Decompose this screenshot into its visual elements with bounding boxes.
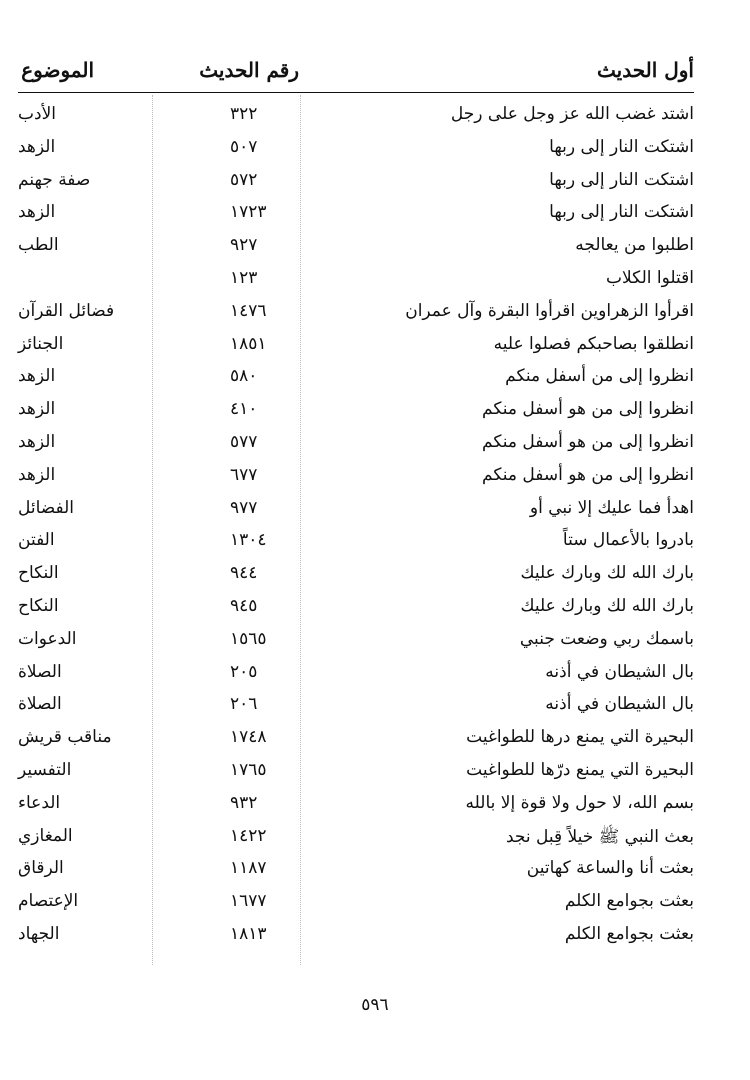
hadith-topic: فضائل القرآن [18,300,115,321]
hadith-topic: صفة جهنم [18,169,91,190]
hadith-topic: المغازي [18,825,73,846]
table-row [18,559,694,592]
table-row [18,756,694,789]
hadith-topic: الدعاء [18,792,61,813]
hadith-number: ١٧٦٥ [230,759,267,780]
hadith-number: ٥٠٧ [230,136,258,157]
hadith-topic: النكاح [18,563,59,584]
hadith-number: ٥٨٠ [230,366,258,387]
table-row [18,133,694,166]
table-row [18,854,694,887]
hadith-number: ١٤٧٦ [230,300,267,321]
table-row [18,789,694,822]
hadith-number: ٢٠٦ [230,694,258,715]
hadith-topic: الإعتصام [18,891,79,912]
table-row [18,723,694,756]
hadith-number: ٩٢٧ [230,235,258,256]
hadith-topic: الزهد [18,366,56,387]
hadith-first-words: انظروا إلى من أسفل منكم [505,366,694,387]
header-hadith-number: رقم الحديث [199,58,299,82]
hadith-number: ١٣٠٤ [230,530,267,551]
hadith-topic: الزهد [18,136,56,157]
table-row [18,461,694,494]
hadith-topic: الجهاد [18,923,60,944]
table-row [18,264,694,297]
hadith-first-words: انظروا إلى من هو أسفل منكم [482,431,694,452]
hadith-number: ٢٠٥ [230,661,258,682]
hadith-topic: الطب [18,235,59,256]
hadith-topic: التفسير [18,759,72,780]
table-header [18,58,694,94]
hadith-number: ١٦٧٧ [230,891,267,912]
hadith-first-words: باسمك ربي وضعت جنبي [519,628,694,649]
hadith-number: ١٤٢٢ [230,825,267,846]
header-rule [18,92,694,93]
table-row [18,526,694,559]
hadith-topic: الزهد [18,464,56,485]
hadith-first-words: اشتكت النار إلى ربها [549,136,694,157]
table-row [18,166,694,199]
table-row [18,231,694,264]
hadith-first-words: البحيرة التي يمنع درها للطواغيت [466,727,694,748]
hadith-topic: النكاح [18,595,59,616]
hadith-first-words: اشتكت النار إلى ربها [549,169,694,190]
table-row [18,592,694,625]
hadith-topic: الرقاق [18,858,64,879]
hadith-first-words: اشتد غضب الله عز وجل على رجل [450,104,694,124]
hadith-topic: الفتن [18,530,55,551]
hadith-first-words: بارك الله لك وبارك عليك [520,595,694,616]
hadith-first-words: بادروا بالأعمال ستاً [562,530,694,551]
hadith-first-words: بعث النبي ﷺ خيلاً قِبل نجد [505,826,694,847]
hadith-first-words: البحيرة التي يمنع درّها للطواغيت [466,759,694,780]
hadith-topic: الزهد [18,202,56,223]
hadith-number: ١٢٣ [230,267,258,288]
hadith-number: ١٨٥١ [230,333,267,354]
table-row [18,658,694,691]
table-row [18,625,694,658]
hadith-first-words: انظروا إلى من هو أسفل منكم [482,464,694,485]
hadith-number: ٣٢٢ [230,104,258,124]
hadith-first-words: بعثت أنا والساعة كهاتين [526,858,694,879]
hadith-number: ١٨١٣ [230,923,267,944]
hadith-first-words: اقرأوا الزهراوين اقرأوا البقرة وآل عمران [405,300,694,321]
hadith-number: ٩٤٤ [230,563,258,584]
hadith-number: ٤١٠ [230,399,258,420]
hadith-first-words: بال الشيطان في أذنه [545,694,694,715]
hadith-number: ٥٧٢ [230,169,258,190]
hadith-number: ١٧٢٣ [230,202,267,223]
hadith-number: ٥٧٧ [230,431,258,452]
hadith-topic: الزهد [18,399,56,420]
hadith-number: ١١٨٧ [230,858,267,879]
hadith-first-words: بارك الله لك وبارك عليك [520,563,694,584]
hadith-topic: الصلاة [18,661,62,682]
hadith-first-words: اطلبوا من يعالجه [575,235,694,256]
hadith-first-words: بال الشيطان في أذنه [545,661,694,682]
table-row [18,822,694,855]
page-number: ٥٩٦ [361,995,389,1015]
hadith-first-words: بعثت بجوامع الكلم [564,923,694,944]
hadith-topic: مناقب قريش [18,727,112,748]
table-row [18,330,694,363]
table-row [18,395,694,428]
hadith-topic: الدعوات [18,628,77,649]
table-row [18,920,694,953]
hadith-number: ٩٣٢ [230,792,258,813]
hadith-topic: الجنائز [18,333,64,354]
hadith-first-words: انظروا إلى من هو أسفل منكم [482,399,694,420]
hadith-first-words: اشتكت النار إلى ربها [549,202,694,223]
hadith-topic: الصلاة [18,694,62,715]
hadith-number: ١٥٦٥ [230,628,267,649]
hadith-first-words: بسم الله، لا حول ولا قوة إلا بالله [465,792,694,813]
table-row [18,690,694,723]
hadith-index-table [18,100,694,953]
header-topic: الموضوع [21,58,94,82]
table-row [18,887,694,920]
hadith-first-words: اقتلوا الكلاب [606,267,694,288]
table-row [18,428,694,461]
hadith-number: ٩٤٥ [230,595,258,616]
hadith-number: ١٧٤٨ [230,727,267,748]
table-row [18,362,694,395]
hadith-first-words: انطلقوا بصاحبكم فصلوا عليه [493,333,694,354]
hadith-number: ٦٧٧ [230,464,258,485]
table-row [18,494,694,527]
header-first-words: أول الحديث [597,58,694,82]
hadith-first-words: بعثت بجوامع الكلم [564,891,694,912]
hadith-number: ٩٧٧ [230,497,258,518]
table-row [18,198,694,231]
hadith-topic: الزهد [18,431,56,452]
table-row [18,100,694,133]
hadith-topic: الأدب [18,104,56,124]
table-row [18,297,694,330]
hadith-topic: الفضائل [18,497,75,518]
hadith-first-words: اهدأ فما عليك إلا نبي أو [529,497,694,518]
